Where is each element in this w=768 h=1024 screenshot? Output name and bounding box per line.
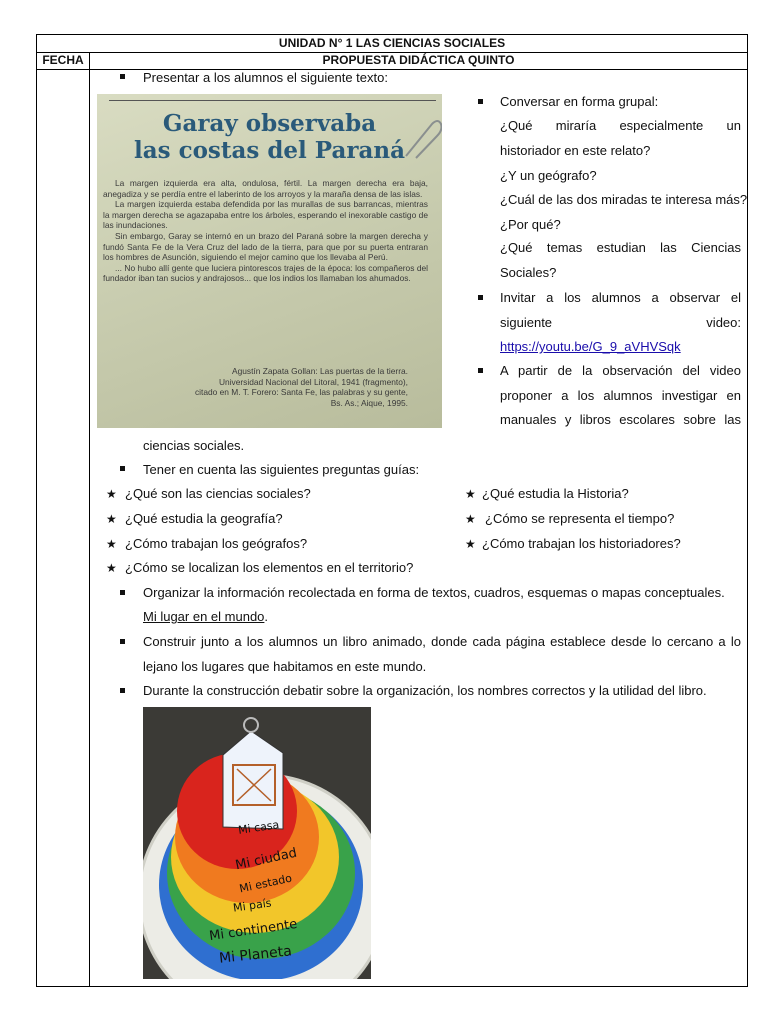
guide-question: ¿Qué estudia la geografía? — [125, 511, 283, 526]
credit-line: Bs. As.; Aique, 1995. — [330, 397, 408, 408]
star-icon: ★ — [106, 537, 117, 551]
book-credit — [195, 366, 408, 408]
book-page-image — [97, 94, 442, 428]
guide-text: Tener en cuenta las siguientes preguntas guías: — [143, 462, 420, 477]
plate-label: Mi estado — [238, 871, 294, 896]
my-place-link-text: Mi lugar en el mundo — [143, 609, 265, 624]
guide-question: ¿Qué estudia la Historia? — [482, 486, 629, 501]
bullet-icon — [478, 368, 483, 373]
bullet-icon — [120, 639, 125, 644]
bullet-icon — [120, 688, 125, 693]
bullet-icon — [120, 74, 125, 79]
question-topics: ¿Qué temas estudian las Ciencias Sociales? — [500, 240, 741, 280]
plate-label: Mi ciudad — [234, 845, 299, 874]
guide-question: ¿Qué son las ciencias sociales? — [125, 486, 311, 501]
paperclip-icon — [402, 118, 442, 160]
credit-line: citado en M. T. Forero: Santa Fe, las palabras y su gente, — [194, 387, 408, 398]
guide-question: ¿Cómo se representa el tiempo? — [485, 511, 675, 526]
investigate-text: A partir de la observación del video proponer a los alumnos investigar en manuales y libros escolares sobre las — [500, 363, 741, 427]
invite-text: Invitar a los alumnos a observar el siguiente video: — [500, 290, 741, 330]
question-interest: ¿Cuál de las dos miradas te interesa más? — [500, 192, 748, 207]
debate-text: Durante la construcción debatir sobre la organización, los nombres correctos y la utilidad del libro. — [143, 683, 707, 698]
plate-label: Mi país — [232, 896, 273, 915]
bullet-icon — [478, 99, 483, 104]
plate-illustration — [143, 707, 371, 979]
credit-line: Universidad Nacional del Litoral, 1941 (fragmento), — [218, 376, 408, 387]
bullet-icon — [120, 466, 125, 471]
star-icon: ★ — [106, 487, 117, 501]
book-title-line2: las costas del Paraná — [133, 137, 406, 164]
bullet-icon — [120, 590, 125, 595]
my-place-title — [143, 609, 268, 625]
plate-label: Mi continente — [208, 916, 299, 945]
proposal-title: PROPUESTA DIDÁCTICA QUINTO — [322, 53, 515, 67]
page-rule — [109, 100, 436, 101]
star-icon: ★ — [465, 512, 476, 526]
star-icon: ★ — [106, 561, 117, 575]
bullet-icon — [478, 295, 483, 300]
question-historian: ¿Qué miraría especialmente un historiador en este relato? — [500, 118, 741, 158]
question-geographer: ¿Y un geógrafo? — [500, 168, 597, 183]
star-icon: ★ — [465, 487, 476, 501]
column-divider — [89, 52, 90, 986]
period: . — [264, 609, 269, 624]
question-why: ¿Por qué? — [500, 217, 561, 232]
continued-text: ciencias sociales. — [143, 438, 245, 453]
guide-question: ¿Cómo trabajan los geógrafos? — [125, 536, 308, 551]
converse-text: Conversar en forma grupal: — [500, 94, 659, 109]
book-title-line1: Garay observaba — [162, 110, 377, 137]
organize-text: Organizar la información recolectada en forma de textos, cuadros, esquemas o mapas conceptuales. — [143, 585, 725, 600]
book-paragraph: La margen izquierda era alta, ondulosa, fértil. La margen derecha era baja, anegadiza y se perdía entre el laberinto de los arroyos y la maraña densa de las islas. — [103, 178, 428, 199]
build-text: Construir junto a los alumnos un libro animado, donde cada página establece desde lo cercano a lo lejano los lugares que habitamos en este mundo. — [143, 634, 741, 674]
fecha-label: FECHA — [42, 53, 84, 67]
book-body — [103, 178, 428, 284]
credit-line: Agustín Zapata Gollan: Las puertas de la tierra. — [232, 366, 408, 376]
star-icon: ★ — [106, 512, 117, 526]
plate-label: Mi casa — [237, 818, 281, 837]
header-row — [37, 52, 747, 70]
book-paragraph: Sin embargo, Garay se internó en un brazo del Paraná sobre la margen derecha y fundó Santa Fe de la Vera Cruz del lado de la tierra, para que por su puerta entraran los hombres de Asunción, siguiendo el mejor camino que los llevaba al Perú. — [103, 230, 428, 263]
guide-question: ¿Cómo trabajan los historiadores? — [482, 536, 681, 551]
book-title — [97, 110, 442, 164]
video-link[interactable]: https://youtu.be/G_9_aVHVSqk — [500, 339, 681, 354]
unit-title: UNIDAD N° 1 LAS CIENCIAS SOCIALES — [37, 35, 747, 53]
intro-text: Presentar a los alumnos el siguiente texto: — [143, 70, 388, 85]
book-paragraph: ... No hubo allí gente que luciera pintorescos trajes de la época: los compañeros del fundador iban tan sucios y andrajosos... que los indios los llamaban los ahumados. — [103, 262, 428, 284]
guide-question: ¿Cómo se localizan los elementos en el territorio? — [125, 560, 414, 575]
star-icon: ★ — [465, 537, 476, 551]
plate-label: Mi Planeta — [218, 943, 293, 967]
book-paragraph: La margen izquierda estaba defendida por las murallas de sus barrancas, mientras la margen derecha se agazapaba entre los árboles, esperando el inexorable castigo de las inundaciones. — [103, 199, 428, 231]
paper-plate-book-photo — [143, 707, 371, 979]
